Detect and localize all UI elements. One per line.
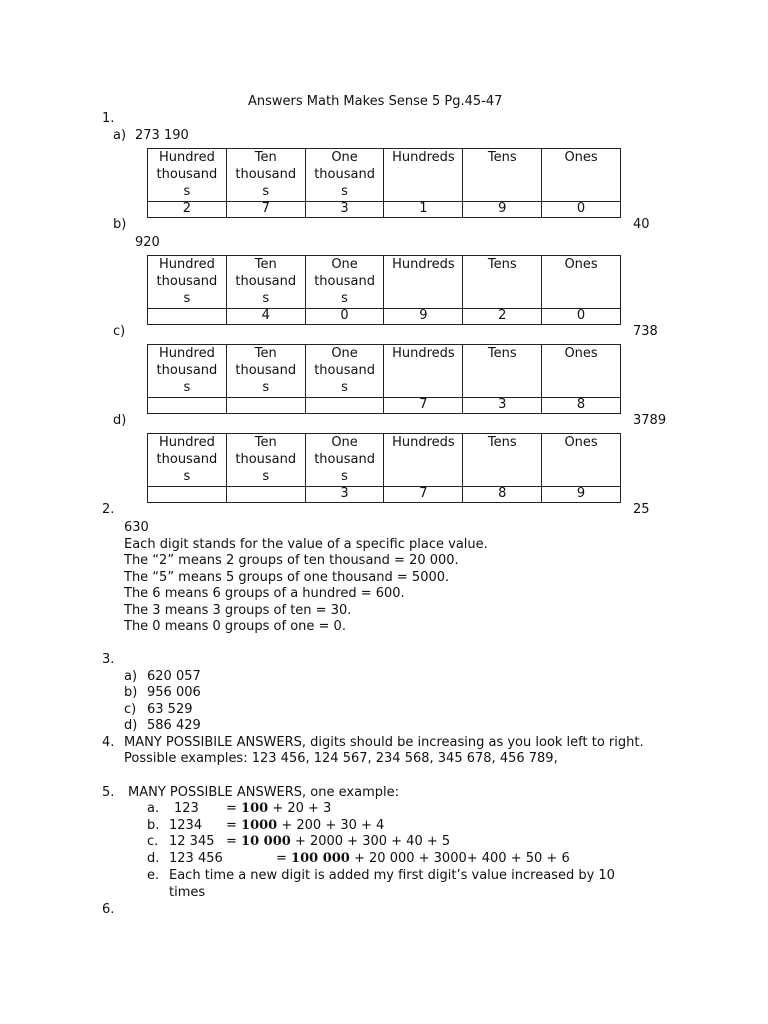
q1c-label: c) — [113, 324, 126, 339]
header-one-thousands: One thousand s — [305, 434, 384, 487]
q3d-value: 586 429 — [147, 718, 201, 733]
q4-line2: Possible examples: 123 456, 124 567, 234 568, 345 678, 456 789, — [124, 751, 558, 766]
table-value-row — [148, 487, 621, 503]
value-cell — [148, 398, 227, 414]
value-cell: 0 — [542, 202, 621, 218]
q3c-label: c) — [124, 702, 137, 717]
value-cell: 1 — [384, 202, 463, 218]
q5d-number: 123 456 — [169, 851, 223, 866]
header-one-thousands: One thousand s — [305, 345, 384, 398]
place-value-table-a — [147, 148, 621, 218]
value-cell — [226, 398, 305, 414]
header-tens: Tens — [463, 434, 542, 487]
value-cell: 8 — [463, 487, 542, 503]
header-ones: Ones — [542, 256, 621, 309]
value-cell — [226, 487, 305, 503]
header-hundreds: Hundreds — [384, 149, 463, 202]
q1a-number: 273 190 — [135, 128, 189, 143]
q5-number: 5. — [102, 785, 115, 800]
q5e-line1: Each time a new digit is added my first digit’s value increased by 10 — [169, 868, 615, 883]
header-ten-thousands: Ten thousand s — [226, 434, 305, 487]
header-tens: Tens — [463, 149, 542, 202]
value-cell — [305, 398, 384, 414]
place-value-table-b — [147, 255, 621, 325]
header-hundreds: Hundreds — [384, 256, 463, 309]
q2-line: The 0 means 0 groups of one = 0. — [124, 619, 346, 634]
q5a-bold-term: 100 — [241, 801, 269, 816]
q1-number: 1. — [102, 111, 115, 126]
q1c-number: 738 — [633, 324, 658, 339]
q4-number: 4. — [102, 735, 115, 750]
q2-line: Each digit stands for the value of a specific place value. — [124, 537, 488, 552]
header-ones: Ones — [542, 434, 621, 487]
q5e-line2: times — [169, 885, 206, 900]
q5-intro: MANY POSSIBLE ANSWERS, one example: — [128, 785, 399, 800]
value-cell: 9 — [463, 202, 542, 218]
q5c-bold-term: 10 000 — [241, 834, 291, 849]
table-header-row — [148, 434, 621, 487]
table-header-row — [148, 149, 621, 202]
table-value-row — [148, 398, 621, 414]
q1b-number-part1: 40 — [633, 217, 650, 232]
q5c-expansion: = 10 000 + 2000 + 300 + 40 + 5 — [226, 834, 451, 849]
header-tens: Tens — [463, 345, 542, 398]
q5a-label: a. — [147, 801, 160, 816]
header-hundreds: Hundreds — [384, 345, 463, 398]
value-cell: 9 — [384, 309, 463, 325]
q5d-expansion: = 100 000 + 20 000 + 3000+ 400 + 50 + 6 — [276, 851, 570, 866]
place-value-table-d — [147, 433, 621, 503]
q2-number-part2: 630 — [124, 520, 149, 535]
q2-line: The 6 means 6 groups of a hundred = 600. — [124, 586, 405, 601]
q3-number: 3. — [102, 652, 115, 667]
q5b-number: 1234 — [169, 818, 203, 833]
header-tens: Tens — [463, 256, 542, 309]
q3a-value: 620 057 — [147, 669, 201, 684]
q5d-label: d. — [147, 851, 160, 866]
q1d-label: d) — [113, 413, 127, 428]
header-hundred-thousands: Hundred thousand s — [148, 149, 227, 202]
table-header-row — [148, 345, 621, 398]
header-hundred-thousands: Hundred thousand s — [148, 434, 227, 487]
q5d-bold-term: 100 000 — [291, 851, 350, 866]
header-hundred-thousands: Hundred thousand s — [148, 345, 227, 398]
value-cell: 8 — [542, 398, 621, 414]
header-ten-thousands: Ten thousand s — [226, 149, 305, 202]
value-cell: 7 — [384, 398, 463, 414]
q1a-label: a) — [113, 128, 127, 143]
value-cell: 3 — [463, 398, 542, 414]
q5c-number: 12 345 — [169, 834, 215, 849]
page-title: Answers Math Makes Sense 5 Pg.45-47 — [248, 94, 503, 109]
q5a-expansion: = 100 + 20 + 3 — [226, 801, 332, 816]
value-cell: 0 — [305, 309, 384, 325]
value-cell: 3 — [305, 487, 384, 503]
value-cell — [148, 309, 227, 325]
q3b-label: b) — [124, 685, 138, 700]
header-hundred-thousands: Hundred thousand s — [148, 256, 227, 309]
header-one-thousands: One thousand s — [305, 256, 384, 309]
place-value-table-c — [147, 344, 621, 414]
q3d-label: d) — [124, 718, 138, 733]
header-hundreds: Hundreds — [384, 434, 463, 487]
q2-line: The “5” means 5 groups of one thousand = 5000. — [124, 570, 450, 585]
q5e-label: e. — [147, 868, 160, 883]
value-cell — [148, 487, 227, 503]
table-value-row — [148, 309, 621, 325]
q5b-label: b. — [147, 818, 160, 833]
header-ones: Ones — [542, 345, 621, 398]
q2-line: The 3 means 3 groups of ten = 30. — [124, 603, 352, 618]
value-cell: 7 — [226, 202, 305, 218]
header-ten-thousands: Ten thousand s — [226, 256, 305, 309]
value-cell: 9 — [542, 487, 621, 503]
value-cell: 2 — [463, 309, 542, 325]
q5b-expansion: = 1000 + 200 + 30 + 4 — [226, 818, 385, 833]
value-cell: 0 — [542, 309, 621, 325]
q6-number: 6. — [102, 902, 115, 917]
header-ones: Ones — [542, 149, 621, 202]
table-value-row — [148, 202, 621, 218]
value-cell: 7 — [384, 487, 463, 503]
q3c-value: 63 529 — [147, 702, 193, 717]
q1b-number-part2: 920 — [135, 235, 160, 250]
q2-line: The “2” means 2 groups of ten thousand = 20 000. — [124, 553, 459, 568]
q5a-number: 123 — [174, 801, 199, 816]
header-one-thousands: One thousand s — [305, 149, 384, 202]
q2-number: 2. — [102, 502, 115, 517]
value-cell: 4 — [226, 309, 305, 325]
q1d-number: 3789 — [633, 413, 667, 428]
q4-line1: MANY POSSIBILE ANSWERS, digits should be increasing as you look left to right. — [124, 735, 644, 750]
q1b-label: b) — [113, 217, 127, 232]
value-cell: 2 — [148, 202, 227, 218]
q3b-value: 956 006 — [147, 685, 201, 700]
q3a-label: a) — [124, 669, 138, 684]
q2-number-part1: 25 — [633, 502, 650, 517]
value-cell: 3 — [305, 202, 384, 218]
table-header-row — [148, 256, 621, 309]
q5b-bold-term: 1000 — [241, 818, 278, 833]
q5c-label: c. — [147, 834, 159, 849]
header-ten-thousands: Ten thousand s — [226, 345, 305, 398]
